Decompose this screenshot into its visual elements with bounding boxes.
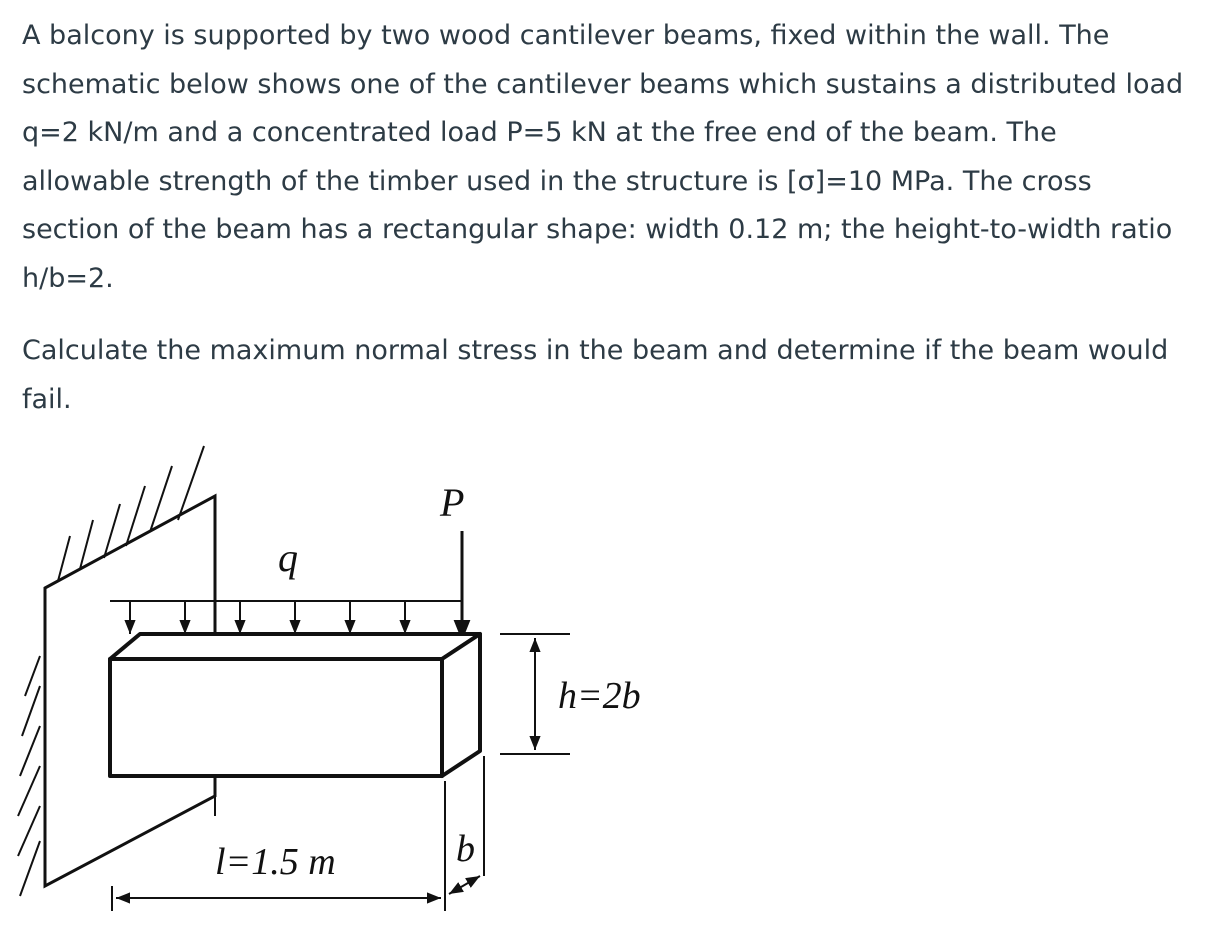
problem-statement [22,12,1192,424]
beam [110,634,480,776]
cantilever-beam-figure [0,436,700,936]
label-length: l=1.5 m [215,841,336,883]
label-height: h=2b [558,675,641,717]
problem-paragraph-2: Calculate the maximum normal stress in the beam and determine if the beam would fail. [22,335,1169,415]
width-dimension [449,756,484,894]
problem-paragraph-1: A balcony is supported by two wood cantilever beams, fixed within the wall. The schematic below shows one of the cantilever beams which sustains a distributed load q=2 kN/m and a concentrated load P=5 kN at the free end of the beam. The allowable strength of the timber used in the structure is [σ]=10 MPa. The cross section of the beam has a rectangular shape: width 0.12 m; the height-to-width ratio h/b=2. [22,20,1184,294]
distributed-load-arrows [110,601,462,634]
label-P: P [440,480,465,525]
label-q: q [278,535,298,580]
label-width: b [456,828,475,870]
